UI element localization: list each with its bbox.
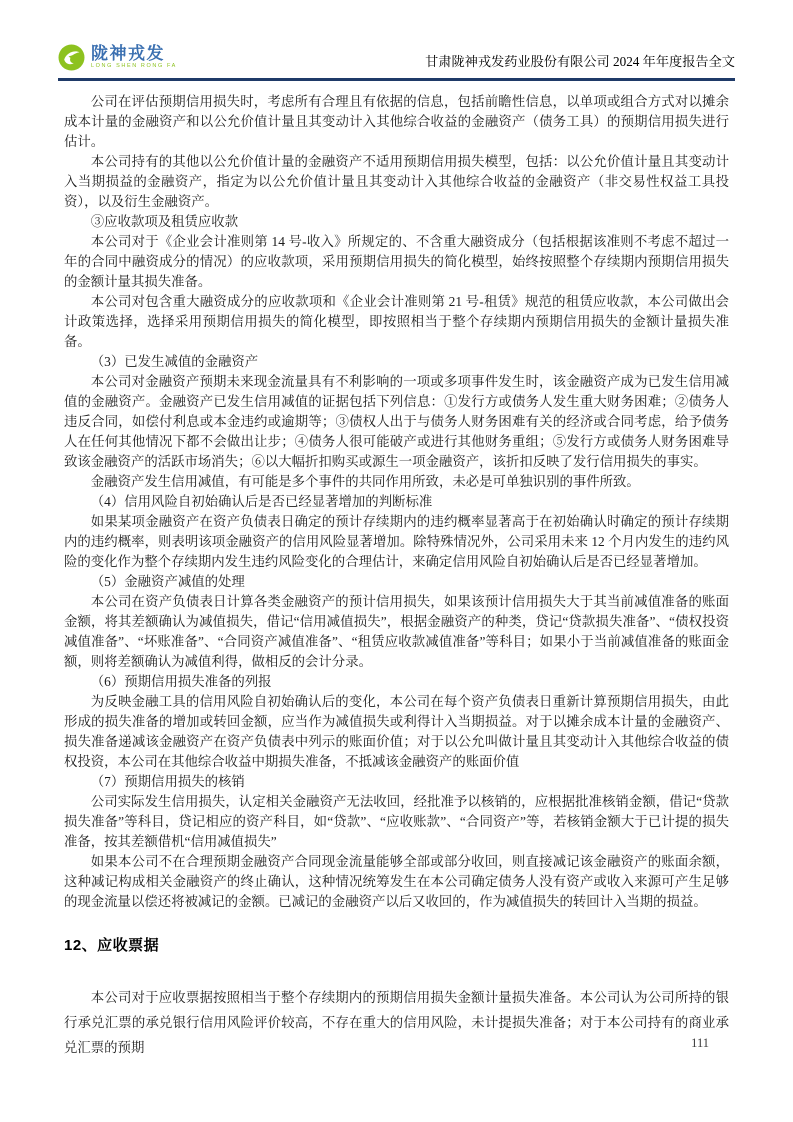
paragraph: 公司在评估预期信用损失时，考虑所有合理且有依据的信息，包括前瞻性信息，以单项或组合方式对以摊余成本计量的金融资产和以公允价值计量且其变动计入其他综合收益的金融资产（债务工具）的预期信用损失进行估计。 <box>64 94 729 149</box>
paragraph: ③应收款项及租赁应收款 <box>90 214 239 229</box>
company-logo-text <box>91 45 177 70</box>
paragraph: 公司实际发生信用损失，认定相关金融资产无法收回，经批准予以核销的，应根据批准核销金额，借记“贷款损失准备”等科目，贷记相应的资产科目，如“贷款”、“应收账款”、“合同资产”等，若核销金额大于已计提的损失准备，按其差额借机“信用减值损失” <box>64 794 729 849</box>
company-logo-icon <box>58 44 85 71</box>
section-heading-bills-receivable: 12、应收票据 <box>64 937 160 954</box>
company-logo-name-en: LONG SHEN RONG FA <box>91 63 177 70</box>
paragraph: 本公司对于应收票据按照相当于整个存续期内的预期信用损失金额计量损失准备。本公司认为公司所持的银行承兑汇票的承兑银行信用风险评价较高，不存在重大的信用风险，未计提损失准备；对于本公司持有的商业承兑汇票的预期 <box>64 990 729 1055</box>
paragraph: 如果某项金融资产在资产负债表日确定的预计存续期内的违约概率显著高于在初始确认时确定的预计存续期内的违约概率，则表明该项金融资产的信用风险显著增加。除特殊情况外，公司采用未来 12 个月内发生的违约风险的变化作为整个存续期内发生违约风险变化的合理估计，来确定信用风险自初始确认后是否已经显著增加。 <box>64 514 729 569</box>
header-divider <box>58 78 735 81</box>
company-logo <box>58 44 177 71</box>
company-logo-name-cn: 陇神戎发 <box>91 44 165 64</box>
paragraph: 为反映金融工具的信用风险自初始确认后的变化，本公司在每个资产负债表日重新计算预期信用损失，由此形成的损失准备的增加或转回金额，应当作为减值损失或利得计入当期损益。对于以摊余成本计量的金融资产、损失准备递减该金融资产在资产负债表中列示的账面价值；对于以公允叫做计量且其变动计入其他综合收益的债权投资，本公司在其他综合收益中期损失准备，不抵减该金融资产的账面价值 <box>64 694 729 769</box>
paragraph: 本公司持有的其他以公允价值计量的金融资产不适用预期信用损失模型，包括：以公允价值计量且其变动计入当期损益的金融资产，指定为以公允价值计量且其变动计入其他综合收益的金融资产（非交易性权益工具投资），以及衍生金融资产。 <box>64 154 729 209</box>
paragraph: （7）预期信用损失的核销 <box>90 774 245 789</box>
report-body <box>64 92 729 1060</box>
report-title: 甘肃陇神戎发药业股份有限公司 2024 年年度报告全文 <box>425 54 735 69</box>
paragraph: （6）预期信用损失准备的列报 <box>90 674 272 689</box>
page-header <box>0 0 793 78</box>
page-number: 111 <box>691 1036 709 1050</box>
paragraph: 本公司对包含重大融资成分的应收款项和《企业会计准则第 21 号-租赁》规范的租赁应收款，本公司做出会计政策选择，选择采用预期信用损失的简化模型，即按照相当于整个存续期内预期信用损失的金额计量损失准备。 <box>64 294 729 349</box>
paragraph: 金融资产发生信用减值，有可能是多个事件的共同作用所致，未必是可单独识别的事件所致。 <box>90 474 640 489</box>
paragraph: 本公司对金融资产预期未来现金流量具有不利影响的一项或多项事件发生时，该金融资产成为已发生信用减值的金融资产。金融资产已发生信用减值的证据包括下列信息：①发行方或债务人发生重大财务困难；②债务人违反合同，如偿付利息或本金违约或逾期等；③债权人出于与债务人财务困难有关的经济或合同考虑，给予债务人在任何其他情况下都不会做出让步；④债务人很可能破产或进行其他财务重组；⑤发行方或债务人财务困难导致该金融资产的活跃市场消失；⑥以大幅折扣购买或源生一项金融资产，该折扣反映了发行信用损失的事实。 <box>64 374 729 469</box>
paragraph: 如果本公司不在合理预期金融资产合同现金流量能够全部或部分收回，则直接减记该金融资产的账面余额，这种减记构成相关金融资产的终止确认，这种情况统筹发生在本公司确定债务人没有资产或收入来源可产生足够的现金流量以偿还将被减记的金额。已减记的金融资产以后又收回的，作为减值损失的转回计入当期的损益。 <box>64 854 729 909</box>
paragraph: 本公司在资产负债表日计算各类金融资产的预计信用损失，如果该预计信用损失大于其当前减值准备的账面金额，将其差额确认为减值损失，借记“信用减值损失”，根据金融资产的种类，贷记“贷款损失准备”、“债权投资减值准备”、“坏账准备”、“合同资产减值准备”、“租赁应收款减值准备”等科目；如果小于当前减值准备的账面金额，则将差额确认为减值利得，做相反的会计分录。 <box>64 594 729 669</box>
paragraph: （5）金融资产减值的处理 <box>90 574 245 589</box>
paragraph: （3）已发生减值的金融资产 <box>90 354 259 369</box>
paragraph: （4）信用风险自初始确认后是否已经显著增加的判断标准 <box>90 494 433 509</box>
paragraph: 本公司对于《企业会计准则第 14 号-收入》所规定的、不含重大融资成分（包括根据该准则不考虑不超过一年的合同中融资成分的情况）的应收款项，采用预期信用损失的简化模型，始终按照整个存续期内预期信用损失的金额计量其损失准备。 <box>64 234 729 289</box>
